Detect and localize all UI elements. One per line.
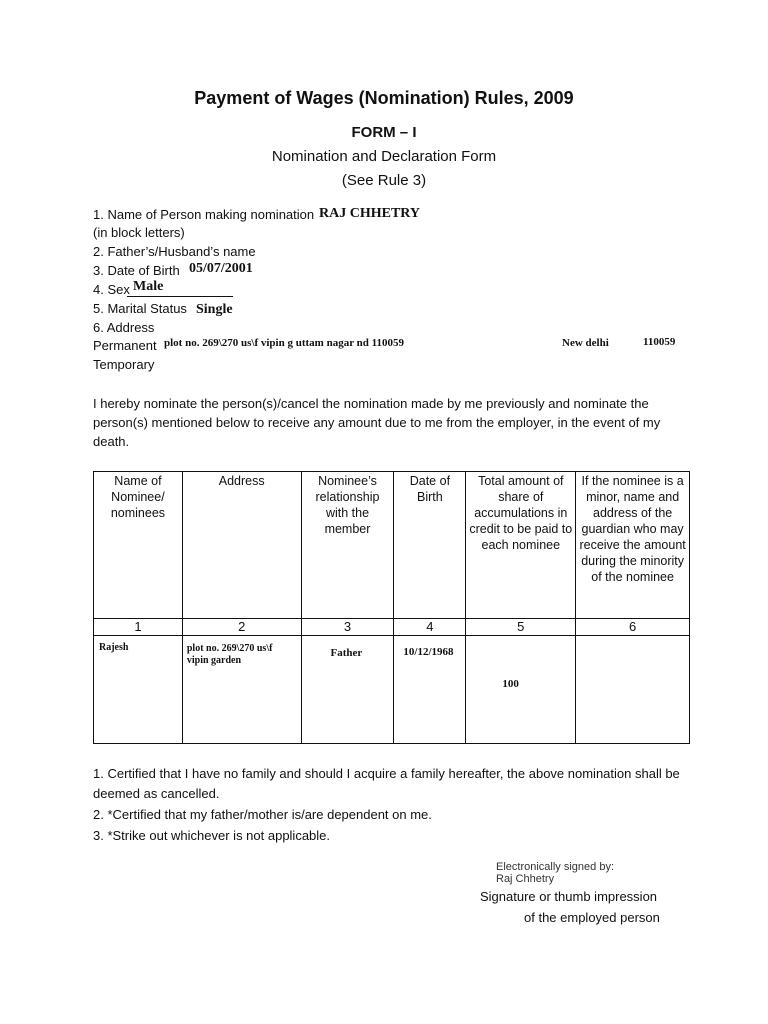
form-title: Payment of Wages (Nomination) Rules, 2009 [194,88,574,108]
table-row [94,636,690,744]
form-number: FORM – I [351,124,417,141]
column-number: 6 [576,619,690,636]
header-guardian: If the nominee is a minor, name and address of the guardian who may receive the amount during the minority of the nominee [576,472,690,619]
pin-value: 110059 [643,336,676,348]
column-number: 5 [466,619,576,636]
declaration-text: I hereby nominate the person(s)/cancel the nomination made by me previously and nominate the person(s) mentioned below to receive any amount due to me from the employer, in the event of my death. [93,396,661,449]
certification-2: 2. *Certified that my father/mother is/are dependent on me. [93,807,432,822]
column-number-row [94,619,690,636]
header-share-amount: Total amount of share of accumulations in credit to be paid to each nominee [466,472,576,619]
nominee-share: 100 [502,678,519,690]
sex-underline [127,296,233,297]
sex-label: 4. Sex [93,282,130,297]
father-name-label: 2. Father’s/Husband’s name [93,244,256,259]
certification-3: 3. *Strike out whichever is not applicable. [93,828,331,843]
permanent-address-label: Permanent [93,338,157,353]
esign-name: Raj Chhetry [496,873,555,885]
nominee-dob: 10/12/1968 [403,646,454,658]
column-number: 3 [301,619,394,636]
nominee-table [93,471,690,744]
marital-status-value: Single [196,302,233,317]
esign-label: Electronically signed by: [496,861,615,873]
nominee-relationship: Father [330,647,363,659]
name-field-value: RAJ CHHETRY [319,206,421,221]
address-label: 6. Address [93,320,155,335]
sex-value: Male [133,279,164,294]
nominee-address-line2: vipin garden [186,655,242,666]
header-address: Address [182,472,301,619]
signature-label-line2: of the employed person [524,910,660,925]
signature-label-line1: Signature or thumb impression [480,889,658,904]
certification-1: 1. Certified that I have no family and should I acquire a family hereafter, the above nomination shall be deemed as cancelled. [93,766,680,801]
name-field-label: 1. Name of Person making nomination [93,207,315,222]
nominee-share-cell [466,636,576,744]
header-relationship: Nominee’s relationship with the member [301,472,394,619]
block-letters-note: (in block letters) [93,225,185,240]
nominee-address-line1: plot no. 269\270 us\f [186,643,273,654]
form-subtitle: Nomination and Declaration Form [271,148,497,165]
nominee-relationship-cell [301,636,394,744]
dob-value: 05/07/2001 [189,261,253,276]
guardian-cell [576,636,690,744]
rule-reference: (See Rule 3) [341,172,427,189]
nominee-address-cell [182,636,301,744]
column-number: 4 [394,619,466,636]
nominee-name-cell [94,636,183,744]
permanent-address-value: plot no. 269\270 us\f vipin g uttam nagar nd 110059 [164,337,405,349]
city-value: New delhi [562,337,609,349]
nominee-name: Rajesh [99,642,129,653]
table-header-row [94,472,690,619]
column-number: 2 [182,619,301,636]
temporary-address-label: Temporary [93,357,155,372]
nominee-dob-cell [394,636,466,744]
dob-label: 3. Date of Birth [93,263,180,278]
column-number: 1 [94,619,183,636]
header-nominee-name: Name of Nominee/ nominees [94,472,183,619]
marital-status-label: 5. Marital Status [93,301,187,316]
header-date-of-birth: Date of Birth [394,472,466,619]
